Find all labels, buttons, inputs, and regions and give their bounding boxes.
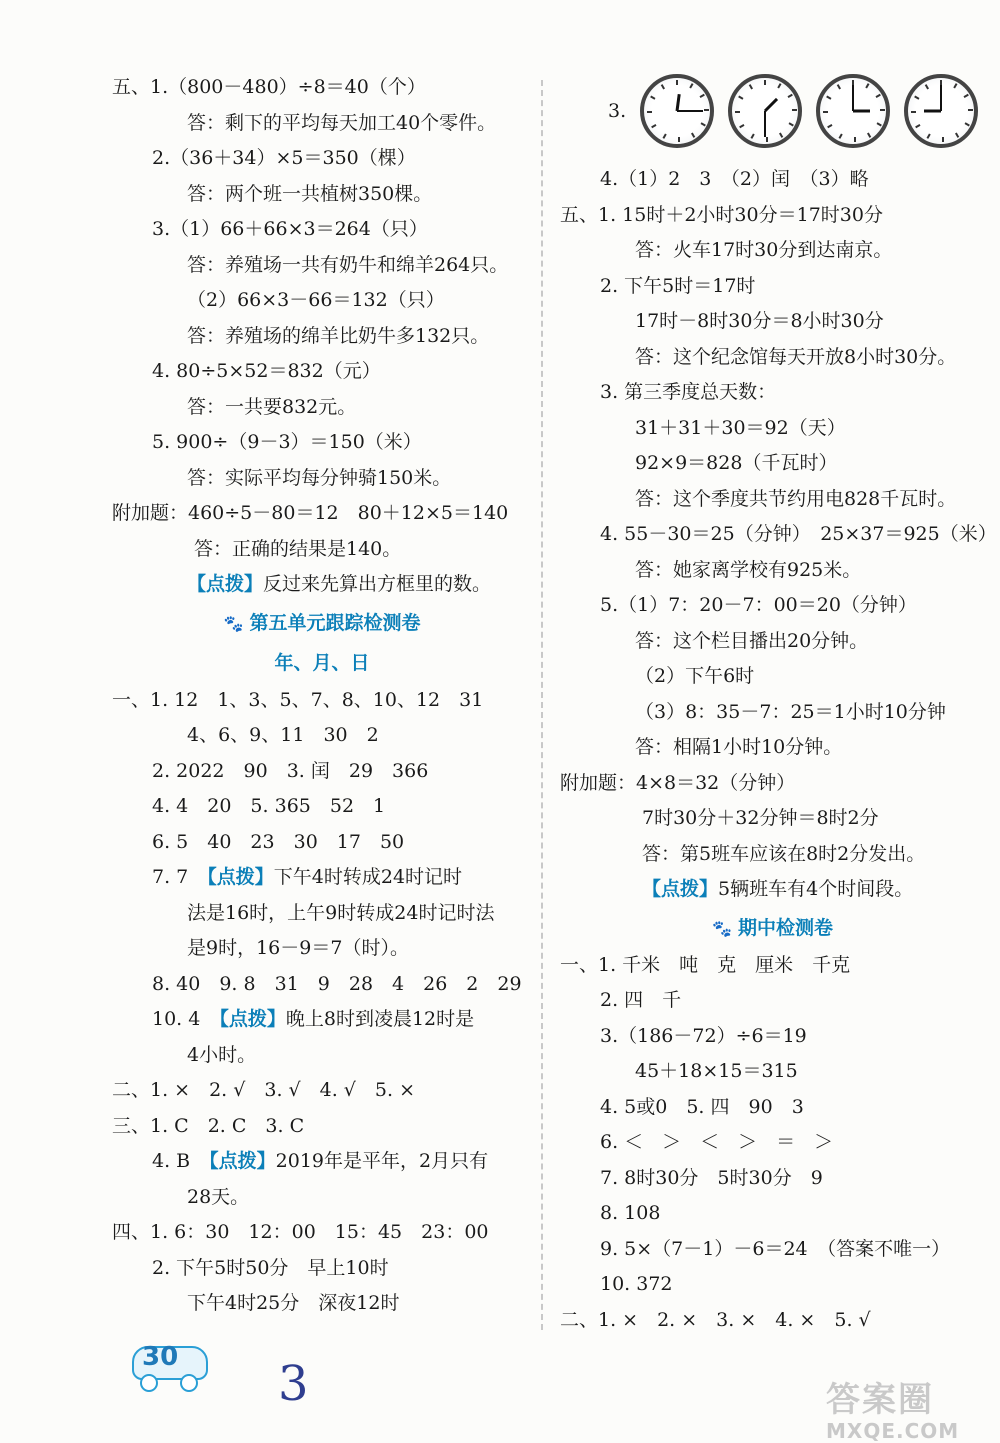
answer-text: 31＋31＋30＝92（天）: [635, 416, 846, 439]
clock-tick: [942, 137, 944, 142]
answer-text: 2019年是平年，2月只有: [275, 1150, 489, 1172]
clock-tick: [647, 111, 652, 113]
answer-line: [560, 411, 985, 447]
answer-line: [560, 446, 985, 482]
answer-text: 8. 108: [600, 1202, 661, 1224]
answer-text: 答：养殖场的绵羊比奶牛多132只。: [187, 324, 490, 347]
clock-tick: [779, 133, 783, 138]
answer-text: 4. 55－30＝25（分钟） 25×37＝925（米）: [600, 523, 997, 545]
clock-tick: [663, 134, 667, 139]
watermark-logo-text: 答案圈: [826, 1380, 934, 1420]
clock-tick: [691, 133, 695, 138]
answer-text: 10. 372: [600, 1273, 673, 1295]
clock-tick: [661, 84, 665, 89]
answer-text: 是9时，16－9＝7（时）。: [187, 937, 409, 959]
answer-line: [560, 624, 985, 660]
clock-tick: [700, 94, 705, 98]
answer-text: 答：一共要832元。: [187, 395, 357, 418]
minute-hand: [940, 85, 942, 111]
answer-line: [112, 390, 532, 426]
clock-answers-row: [560, 70, 985, 162]
answer-line: [560, 801, 985, 837]
answer-line: [560, 1232, 985, 1268]
answer-text: 二、1. × 2. × 3. × 4. × 5. √: [560, 1308, 871, 1331]
answer-line: [560, 1090, 985, 1126]
answer-text: 答：火车17时30分到达南京。: [635, 239, 893, 261]
clock-tick: [704, 109, 709, 111]
answer-line: [560, 1161, 985, 1197]
answer-line: [560, 588, 985, 624]
answer-text: 答：第5班车应该在8时2分发出。: [642, 842, 926, 865]
answer-text: 3.（1）66＋66×3＝264（只）: [152, 218, 428, 240]
answer-line: [112, 354, 532, 390]
answer-line: [112, 1073, 532, 1109]
answer-text: 4. B: [152, 1150, 210, 1172]
answer-text: 6. 5 40 23 30 17 50: [152, 830, 405, 853]
answer-text: 4.（1）2 3 （2）闰 （3）略: [600, 168, 869, 190]
answer-line: [560, 1303, 985, 1339]
answer-line: [560, 340, 985, 376]
left-answer-column: [112, 70, 532, 1322]
answer-line: [560, 269, 985, 305]
answer-line: [560, 233, 985, 269]
answer-text: （2）66×3－66＝132（只）: [187, 289, 445, 311]
clock-tick: [915, 124, 920, 128]
answer-text: 2. 下午5时＝17时: [600, 274, 756, 297]
answer-text: 4. 5或0 5. 四 90 3: [600, 1095, 804, 1118]
answer-text: 答：实际平均每分钟骑150米。: [187, 466, 452, 489]
answer-line: [112, 1286, 532, 1322]
answer-line: [560, 730, 985, 766]
answer-line: [560, 948, 985, 984]
minute-hand: [764, 111, 766, 137]
answer-line: [112, 141, 532, 177]
answer-text: 一、1. 千米 吨 克 厘米 千克: [560, 953, 851, 976]
answer-text: 3. 第三季度总天数：: [600, 381, 777, 403]
answer-text: 2.（36＋34）×5＝350（棵）: [152, 147, 416, 169]
answer-text: （3）8：35－7：25＝1小时10分钟: [635, 700, 946, 723]
clock-tick: [914, 96, 919, 100]
answer-line: [112, 212, 532, 248]
answer-line: [560, 1125, 985, 1161]
answer-text: 晚上8时到凌晨12时是: [285, 1008, 475, 1030]
answer-text: 17时－8时30分＝8小时30分: [635, 310, 884, 332]
section-heading-text: 期中检测卷: [737, 916, 833, 939]
clock-tick: [925, 84, 929, 89]
minute-hand: [852, 85, 854, 111]
answer-text: 下午4时25分 深夜12时: [187, 1292, 400, 1314]
answer-text: 二、1. × 2. √ 3. √ 4. √ 5. ×: [112, 1079, 415, 1101]
question-number: 3.: [608, 100, 627, 122]
clock-tick: [689, 83, 693, 88]
section-heading-text: 年、月、日: [274, 651, 370, 674]
section-heading: [560, 908, 985, 948]
answer-text: 8. 40 9. 8 31 9 28 4 26 2 29: [152, 972, 522, 995]
clock-tick: [865, 83, 869, 88]
clock-tick: [789, 122, 794, 126]
clock-tick: [788, 94, 793, 98]
clock-tick: [678, 137, 680, 142]
answer-line: [560, 304, 985, 340]
answer-line: [560, 1196, 985, 1232]
answer-text: 法是16时，上午9时转成24时记时法: [187, 901, 495, 924]
answer-line: [560, 659, 985, 695]
answer-text: 答：养殖场一共有奶牛和绵羊264只。: [187, 253, 509, 276]
clock-tick: [764, 80, 766, 85]
clock-tick: [955, 133, 959, 138]
answer-line: [112, 896, 532, 932]
answer-line: [112, 931, 532, 967]
answer-line: [112, 248, 532, 284]
hour-hand: [676, 94, 681, 111]
hint-label: 【点拨】: [187, 573, 264, 595]
clock-tick: [867, 133, 871, 138]
answer-text: 4. 80÷5×52＝832（元）: [152, 360, 381, 382]
hint-line: [112, 567, 532, 603]
answer-text: 5.（1）7：20－7：00＝20（分钟）: [600, 594, 917, 616]
hour-hand: [853, 110, 870, 113]
answer-line: [112, 718, 532, 754]
clock-tick: [877, 122, 882, 126]
answer-line: [560, 482, 985, 518]
clock-tick: [701, 122, 706, 126]
answer-line: [112, 1180, 532, 1216]
answer-text: 五、1.（800－480）÷8＝40（个）: [112, 76, 426, 98]
paw-icon: 🐾: [223, 613, 244, 633]
clock-tick: [777, 83, 781, 88]
hint-line: [112, 1144, 532, 1180]
answer-text: 答：正确的结果是140。: [194, 537, 402, 560]
clock-tick: [735, 111, 740, 113]
answer-text: 5辆班车有4个时间段。: [718, 878, 914, 900]
clock-tick: [738, 96, 743, 100]
clock-tick: [749, 84, 753, 89]
answer-text: 四、1. 6：30 12：00 15：45 23：00: [112, 1221, 489, 1243]
clock-tick: [911, 111, 916, 113]
clock-tick: [880, 109, 885, 111]
answer-text: 7时30分＋32分钟＝8时2分: [642, 807, 879, 829]
answer-line: [560, 553, 985, 589]
clock-icon: [816, 74, 890, 148]
answer-line: [560, 375, 985, 411]
clock-icon: [904, 74, 978, 148]
answer-text: 五、1. 15时＋2小时30分＝17时30分: [560, 203, 883, 226]
clock-tick: [837, 84, 841, 89]
clock-tick: [650, 96, 655, 100]
answer-line: [112, 825, 532, 861]
answer-text: 三、1. C 2. C 3. C: [112, 1114, 305, 1137]
answer-text: 答：这个纪念馆每天开放8小时30分。: [635, 345, 957, 368]
answer-text: （2）下午6时: [635, 665, 755, 687]
answer-line: [112, 683, 532, 719]
answer-line: [112, 1215, 532, 1251]
column-divider: [541, 80, 543, 1330]
section-heading-text: 第五单元跟踪检测卷: [249, 611, 421, 634]
hint-label: 【点拨】: [209, 1150, 276, 1172]
answer-line: [112, 754, 532, 790]
answer-line: [560, 1267, 985, 1303]
answer-line: [112, 532, 532, 568]
answer-line: [560, 766, 985, 802]
answer-text: 2. 下午5时50分 早上10时: [152, 1256, 389, 1279]
clock-tick: [953, 83, 957, 88]
hint-line: [112, 1002, 532, 1038]
hour-hand: [924, 110, 941, 113]
answer-line: [560, 162, 985, 198]
watermark: [826, 1372, 959, 1443]
answer-line: [112, 1251, 532, 1287]
answer-text: 28天。: [187, 1185, 250, 1208]
page-number: 30: [142, 1342, 179, 1372]
clock-tick: [651, 124, 656, 128]
answer-line: [560, 198, 985, 234]
clock-icon: [640, 74, 714, 148]
clock-tick: [751, 134, 755, 139]
section-heading: [112, 643, 532, 683]
answer-text: 一、1. 12 1、3、5、7、8、10、12 31: [112, 688, 484, 711]
hint-label: 【点拨】: [207, 866, 274, 888]
answer-line: [112, 496, 532, 532]
clock-tick: [854, 137, 856, 142]
answer-text: 9. 5×（7－1）－6＝24 （答案不唯一）: [600, 1237, 951, 1260]
answer-text: 92×9＝828（千瓦时）: [635, 452, 838, 474]
answer-line: [112, 967, 532, 1003]
answer-line: [112, 425, 532, 461]
answer-line: [560, 517, 997, 553]
clock-tick: [839, 134, 843, 139]
section-heading: [112, 603, 532, 643]
answer-line: [112, 177, 532, 213]
clock-tick: [965, 122, 970, 126]
answer-text: 附加题：4×8＝32（分钟）: [560, 771, 796, 794]
handwritten-mark: 3: [278, 1356, 309, 1412]
answer-text: 6. ＜ ＞ ＜ ＞ ＝ ＞: [600, 1131, 834, 1153]
answer-text: 答：相隔1小时10分钟。: [635, 736, 843, 758]
page-number-badge: [128, 1340, 210, 1390]
clock-tick: [827, 124, 832, 128]
answer-line: [560, 983, 985, 1019]
answer-text: 答：剩下的平均每天加工40个零件。: [187, 111, 497, 134]
answer-line: [560, 1019, 985, 1055]
clock-tick: [876, 94, 881, 98]
answer-text: 4. 4 20 5. 365 52 1: [152, 795, 386, 817]
answer-text: 答：两个班一共植树350棵。: [187, 182, 433, 205]
answer-text: 7. 7: [152, 866, 208, 888]
answer-text: 答：这个季度共节约用电828千瓦时。: [635, 487, 957, 510]
answer-text: 附加题：460÷5－80＝12 80＋12×5＝140: [112, 502, 509, 524]
watermark-url: MXQE.COM: [826, 1419, 960, 1443]
answer-text: 2. 四 千: [600, 989, 682, 1011]
answer-text: 4小时。: [187, 1043, 257, 1066]
clock-tick: [766, 137, 768, 142]
answer-text: 45＋18×15＝315: [635, 1060, 798, 1082]
answer-line: [560, 837, 985, 873]
answer-text: 答：这个栏目播出20分钟。: [635, 629, 869, 652]
answer-text: 2. 2022 90 3. 闰 29 366: [152, 759, 429, 782]
clock-tick: [927, 134, 931, 139]
clock-tick: [964, 94, 969, 98]
answer-text: 3.（186－72）÷6＝19: [600, 1024, 807, 1047]
answer-line: [112, 1038, 532, 1074]
answer-text: 答：她家离学校有925米。: [635, 558, 862, 581]
minute-hand: [677, 110, 703, 112]
answer-text: 10. 4: [152, 1008, 220, 1030]
answer-line: [112, 70, 532, 106]
answer-text: 7. 8时30分 5时30分 9: [600, 1166, 823, 1189]
hour-hand: [764, 98, 778, 112]
answer-line: [112, 1109, 532, 1145]
answer-text: 4、6、9、11 30 2: [187, 724, 379, 746]
answer-line: [112, 106, 532, 142]
hint-line: [560, 872, 985, 908]
right-answer-column: [560, 70, 997, 1338]
answer-text: 反过来先算出方框里的数。: [263, 573, 492, 595]
paw-icon: 🐾: [712, 918, 732, 938]
clock-icon: [728, 74, 802, 148]
hint-label: 【点拨】: [642, 878, 719, 900]
clock-tick: [823, 111, 828, 113]
answer-line: [112, 319, 532, 355]
clock-tick: [676, 80, 678, 85]
answer-line: [560, 695, 985, 731]
answer-line: [560, 1054, 985, 1090]
clock-tick: [968, 109, 973, 111]
answer-line: [112, 461, 532, 497]
wheel-icon: [140, 1374, 158, 1392]
wheel-icon: [180, 1374, 198, 1392]
answer-text: 5. 900÷（9－3）＝150（米）: [152, 431, 422, 453]
clock-tick: [792, 109, 797, 111]
clock-tick: [826, 96, 831, 100]
answer-line: [112, 283, 532, 319]
answer-text: 下午4时转成24时记时: [273, 866, 463, 888]
clock-tick: [739, 124, 744, 128]
hint-label: 【点拨】: [219, 1008, 286, 1030]
hint-line: [112, 860, 532, 896]
answer-line: [112, 789, 532, 825]
